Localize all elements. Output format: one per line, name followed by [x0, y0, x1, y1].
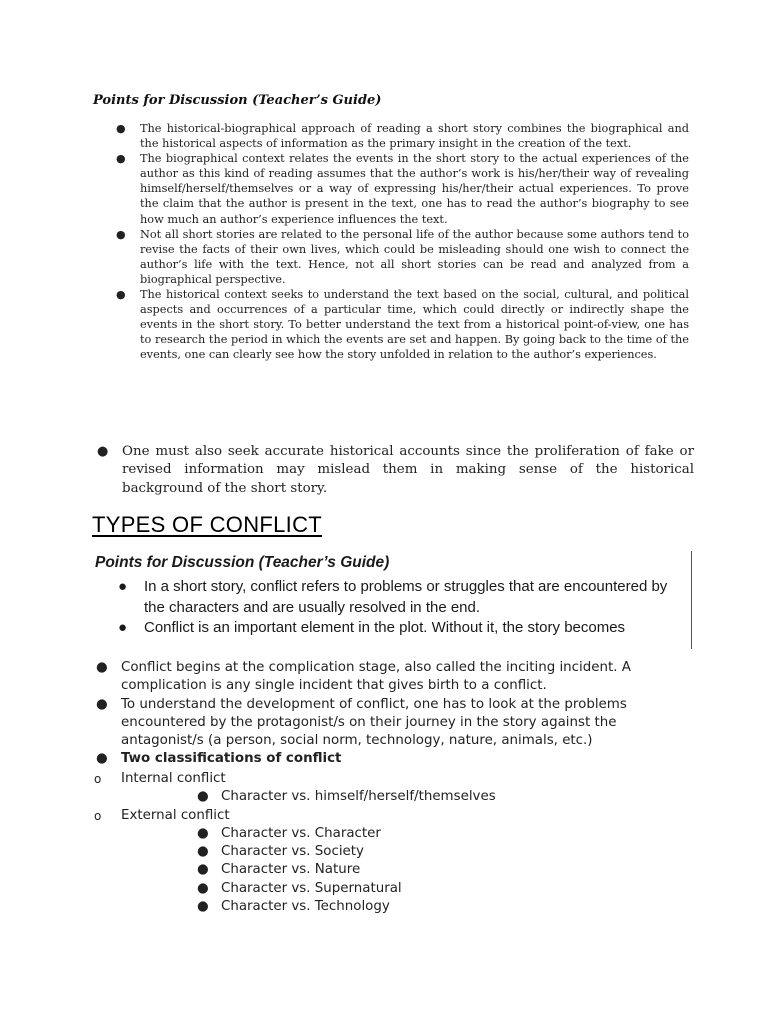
bullet-icon: ● [96, 660, 108, 675]
section1-extra-point: ● One must also seek accurate historical accounts since the proliferation of fake or revised information may mislead them in making sense of the historical background of the short story. [97, 444, 694, 496]
section1-item: ● Not all short stories are related to the personal life of the author because some authors tend to revise the facts of their own lives, which could be misleading should one wish to connect the author’s life with the text. Hence, not all short stories can be read and analyzed from a biographical perspective. [116, 227, 689, 286]
bullet-icon: ● [118, 619, 128, 636]
external-conflict-item: ● Character vs. Character [69, 825, 696, 843]
bullet-icon: ● [118, 578, 128, 595]
classifications-title: Two classifications of conflict [121, 751, 342, 767]
bullet-icon: ● [116, 152, 126, 166]
section2-list [118, 577, 692, 639]
bullet-icon: ● [96, 751, 108, 767]
section1-title: Points for Discussion (Teacher’s Guide) [93, 93, 382, 108]
section3-item: ● Conflict begins at the complication stage, also called the inciting incident. A complication is any single incident that gives birth to a conflict. [96, 660, 631, 694]
internal-conflict-label: o Internal conflict [69, 770, 696, 788]
bullet-icon: ● [197, 880, 209, 896]
section3-item: ● To understand the development of conflict, one has to look at the problems encountered by the protagonist/s on their journey in the story against the antagonist/s (a person, social norm, technology, nature, animals, etc.) [96, 696, 627, 749]
bullet-icon: ● [197, 825, 209, 841]
section1-item: ● The historical-biographical approach of reading a short story combines the biographical and the historical aspects of information as the primary insight in the creation of the text. [116, 122, 689, 151]
section2-item: ● Conflict is an important element in the plot. Without it, the story becomes [144, 618, 692, 639]
section2-title: Points for Discussion (Teacher’s Guide) [95, 554, 390, 571]
section1-item: ● The historical context seeks to understand the text based on the social, cultural, and political aspects and occurrences of a particular time, which could directly or indirectly shape the events in the short story. To better understand the text from a historical point-of-view, one has to research the period in which the events are set and happen. By going back to the time of the events, one can clearly see how the story unfolded in relation to the author’s experiences. [116, 288, 689, 362]
external-conflict-item: ● Character vs. Technology [69, 898, 696, 916]
bullet-icon: ● [197, 789, 209, 805]
bullet-icon: ● [197, 899, 209, 915]
external-conflict-item: ● Character vs. Supernatural [69, 880, 696, 898]
types-of-conflict-heading: TYPES OF CONFLICT [92, 512, 323, 537]
external-conflict-item: ● Character vs. Society [69, 843, 696, 861]
bullet-icon: ● [116, 227, 126, 241]
circle-bullet-icon: o [94, 808, 102, 823]
internal-conflict-item: ● Character vs. himself/herself/themselves [69, 788, 696, 806]
external-conflict-item: ● Character vs. Nature [69, 861, 696, 879]
section1-item: ● The biographical context relates the events in the short story to the actual experiences of the author as this kind of reading assumes that the author’s work is his/her/their way of revealing himself/herself/themselves or a way of expressing his/her/their actual experiences. To prove the claim that the author is present in the text, one has to read the author’s biography to see how much an author’s experience influences the text. [116, 152, 689, 226]
section2-item: ● In a short story, conflict refers to problems or struggles that are encountered by the characters and are usually resolved in the end. [118, 578, 668, 616]
bullet-icon: ● [197, 844, 209, 860]
bullet-icon: ● [197, 862, 209, 878]
section3-list [96, 659, 696, 769]
circle-bullet-icon: o [94, 772, 102, 786]
section2-clipped-excerpt [92, 551, 692, 649]
external-conflict-label: o External conflict [69, 807, 696, 825]
classifications-detail [94, 770, 696, 916]
bullet-icon: ● [116, 288, 126, 302]
bullet-icon: ● [116, 122, 126, 135]
classifications-item [96, 750, 696, 768]
section1-list [116, 121, 689, 363]
bullet-icon: ● [97, 444, 109, 459]
bullet-icon: ● [96, 696, 108, 712]
